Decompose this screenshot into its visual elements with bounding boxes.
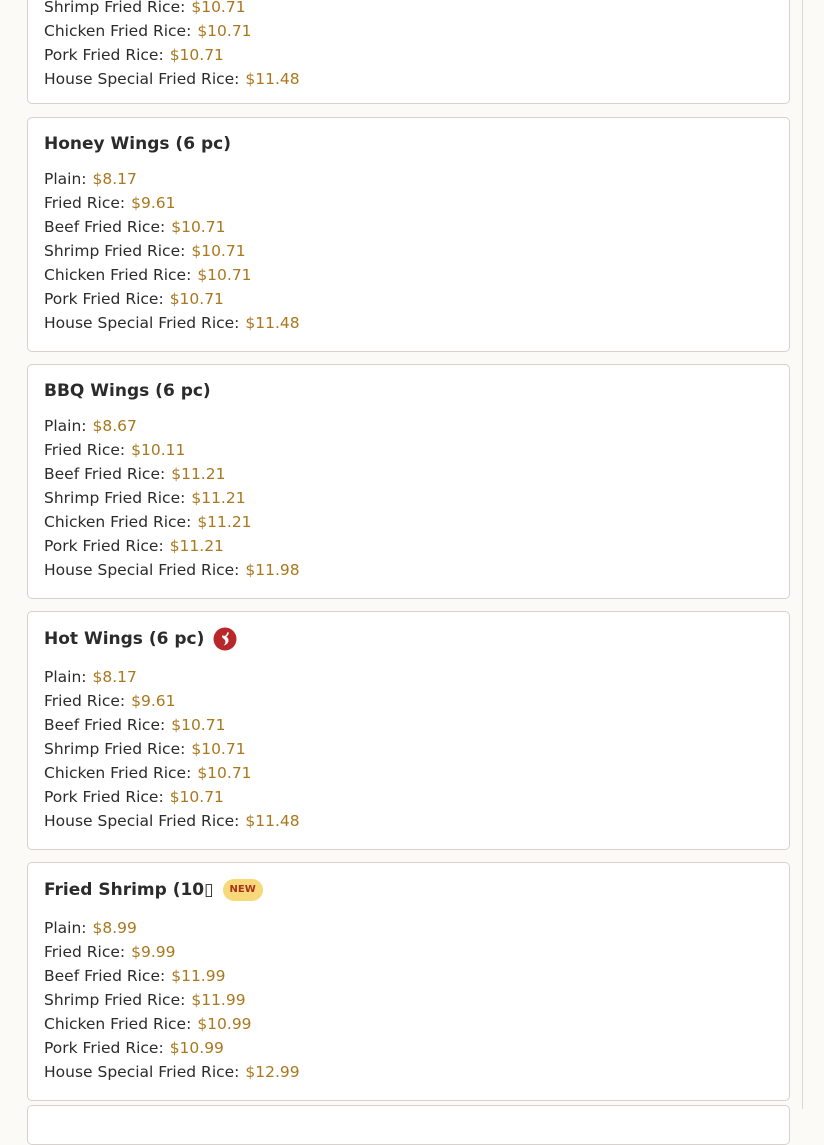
menu-item-name: BBQ Wings (6 pc)	[44, 381, 211, 401]
menu-item-title	[44, 133, 231, 155]
price-value: $8.67	[92, 417, 137, 435]
price-row[interactable]	[44, 239, 300, 263]
price-option-label: Plain:	[44, 919, 87, 937]
price-option-label: Pork Fried Rice:	[44, 290, 164, 308]
price-value: $10.71	[197, 764, 252, 782]
price-value: $11.98	[245, 561, 300, 579]
price-value: $10.71	[171, 716, 226, 734]
price-value: $10.11	[131, 441, 186, 459]
price-row[interactable]	[44, 462, 300, 486]
price-option-label: Fried Rice:	[44, 692, 126, 710]
menu-item-name: Honey Wings (6 pc)	[44, 134, 231, 154]
price-row[interactable]	[44, 510, 300, 534]
price-list	[44, 414, 300, 582]
price-option-label: Chicken Fried Rice:	[44, 1015, 192, 1033]
price-row[interactable]	[44, 19, 300, 43]
price-option-label: Beef Fried Rice:	[44, 967, 166, 985]
price-option-label: Plain:	[44, 668, 87, 686]
menu-item-card	[27, 862, 790, 1101]
price-option-label: Beef Fried Rice:	[44, 465, 166, 483]
price-option-label: Chicken Fried Rice:	[44, 513, 192, 531]
price-option-label: Fried Rice:	[44, 194, 126, 212]
price-option-label: House Special Fried Rice:	[44, 561, 240, 579]
price-option-label: House Special Fried Rice:	[44, 70, 240, 88]
price-value: $10.71	[169, 46, 224, 64]
price-row[interactable]	[44, 414, 300, 438]
price-option-label: Shrimp Fried Rice:	[44, 0, 186, 16]
price-option-label: Pork Fried Rice:	[44, 1039, 164, 1057]
price-value: $10.71	[169, 290, 224, 308]
price-row[interactable]	[44, 940, 300, 964]
price-row[interactable]	[44, 1036, 300, 1060]
price-row[interactable]	[44, 311, 300, 335]
price-option-label: Shrimp Fried Rice:	[44, 740, 186, 758]
price-row[interactable]	[44, 988, 300, 1012]
menu-item-title	[44, 380, 211, 402]
price-value: $10.99	[197, 1015, 252, 1033]
price-row[interactable]	[44, 713, 300, 737]
price-row[interactable]	[44, 1060, 300, 1084]
menu-item-card	[27, 117, 790, 352]
price-value: $11.48	[245, 314, 300, 332]
price-row[interactable]	[44, 665, 300, 689]
price-value: $11.21	[191, 489, 246, 507]
price-option-label: Fried Rice:	[44, 943, 126, 961]
menu-item-name: Hot Wings (6 pc)	[44, 629, 205, 649]
menu-item-name: Fried Shrimp (10▯	[44, 880, 214, 900]
price-list	[44, 0, 300, 91]
price-value: $10.99	[169, 1039, 224, 1057]
price-option-label: Beef Fried Rice:	[44, 218, 166, 236]
price-option-label: House Special Fried Rice:	[44, 1063, 240, 1081]
price-row[interactable]	[44, 916, 300, 940]
price-row[interactable]	[44, 191, 300, 215]
price-row[interactable]	[44, 215, 300, 239]
price-row[interactable]	[44, 287, 300, 311]
price-value: $12.99	[245, 1063, 300, 1081]
price-row[interactable]	[44, 737, 300, 761]
price-option-label: House Special Fried Rice:	[44, 314, 240, 332]
price-value: $9.99	[131, 943, 176, 961]
price-row[interactable]	[44, 964, 300, 988]
price-value: $11.99	[171, 967, 226, 985]
price-value: $11.21	[171, 465, 226, 483]
page-right-border	[802, 0, 803, 1109]
price-option-label: Pork Fried Rice:	[44, 788, 164, 806]
price-list	[44, 665, 300, 833]
price-option-label: Shrimp Fried Rice:	[44, 242, 186, 260]
price-option-label: Pork Fried Rice:	[44, 537, 164, 555]
price-value: $11.99	[191, 991, 246, 1009]
menu-item-card	[27, 0, 790, 104]
price-row[interactable]	[44, 486, 300, 510]
price-value: $10.71	[191, 0, 246, 16]
price-list	[44, 916, 300, 1084]
price-value: $10.71	[197, 266, 252, 284]
price-option-label: Pork Fried Rice:	[44, 46, 164, 64]
price-option-label: Beef Fried Rice:	[44, 716, 166, 734]
spicy-pepper-icon	[213, 627, 237, 651]
price-option-label: Chicken Fried Rice:	[44, 266, 192, 284]
price-row[interactable]	[44, 263, 300, 287]
price-option-label: Chicken Fried Rice:	[44, 22, 192, 40]
price-value: $10.71	[191, 740, 246, 758]
price-value: $10.71	[191, 242, 246, 260]
price-value: $11.21	[169, 537, 224, 555]
price-option-label: House Special Fried Rice:	[44, 812, 240, 830]
price-row[interactable]	[44, 761, 300, 785]
menu-item-card	[27, 1105, 790, 1145]
price-value: $8.99	[92, 919, 137, 937]
price-value: $10.71	[169, 788, 224, 806]
new-badge: NEW	[223, 879, 263, 901]
price-row[interactable]	[44, 534, 300, 558]
price-option-label: Chicken Fried Rice:	[44, 764, 192, 782]
price-value: $11.48	[245, 812, 300, 830]
price-value: $10.71	[171, 218, 226, 236]
price-option-label: Plain:	[44, 170, 87, 188]
price-row[interactable]	[44, 1012, 300, 1036]
price-value: $9.61	[131, 194, 176, 212]
price-option-label: Plain:	[44, 417, 87, 435]
price-row[interactable]	[44, 558, 300, 582]
price-row[interactable]	[44, 809, 300, 833]
price-value: $11.21	[197, 513, 252, 531]
menu-item-title	[44, 879, 263, 901]
price-option-label: Shrimp Fried Rice:	[44, 489, 186, 507]
price-row[interactable]	[44, 167, 300, 191]
menu-item-title	[44, 627, 237, 651]
price-row[interactable]	[44, 438, 300, 462]
price-value: $11.48	[245, 70, 300, 88]
menu-item-card	[27, 364, 790, 599]
menu-item-card	[27, 611, 790, 850]
price-value: $8.17	[92, 170, 137, 188]
price-list	[44, 167, 300, 335]
price-option-label: Fried Rice:	[44, 441, 126, 459]
price-row[interactable]	[44, 67, 300, 91]
price-option-label: Shrimp Fried Rice:	[44, 991, 186, 1009]
price-value: $9.61	[131, 692, 176, 710]
price-row[interactable]	[44, 0, 300, 19]
price-value: $10.71	[197, 22, 252, 40]
price-row[interactable]	[44, 785, 300, 809]
price-value: $8.17	[92, 668, 137, 686]
price-row[interactable]	[44, 689, 300, 713]
price-row[interactable]	[44, 43, 300, 67]
